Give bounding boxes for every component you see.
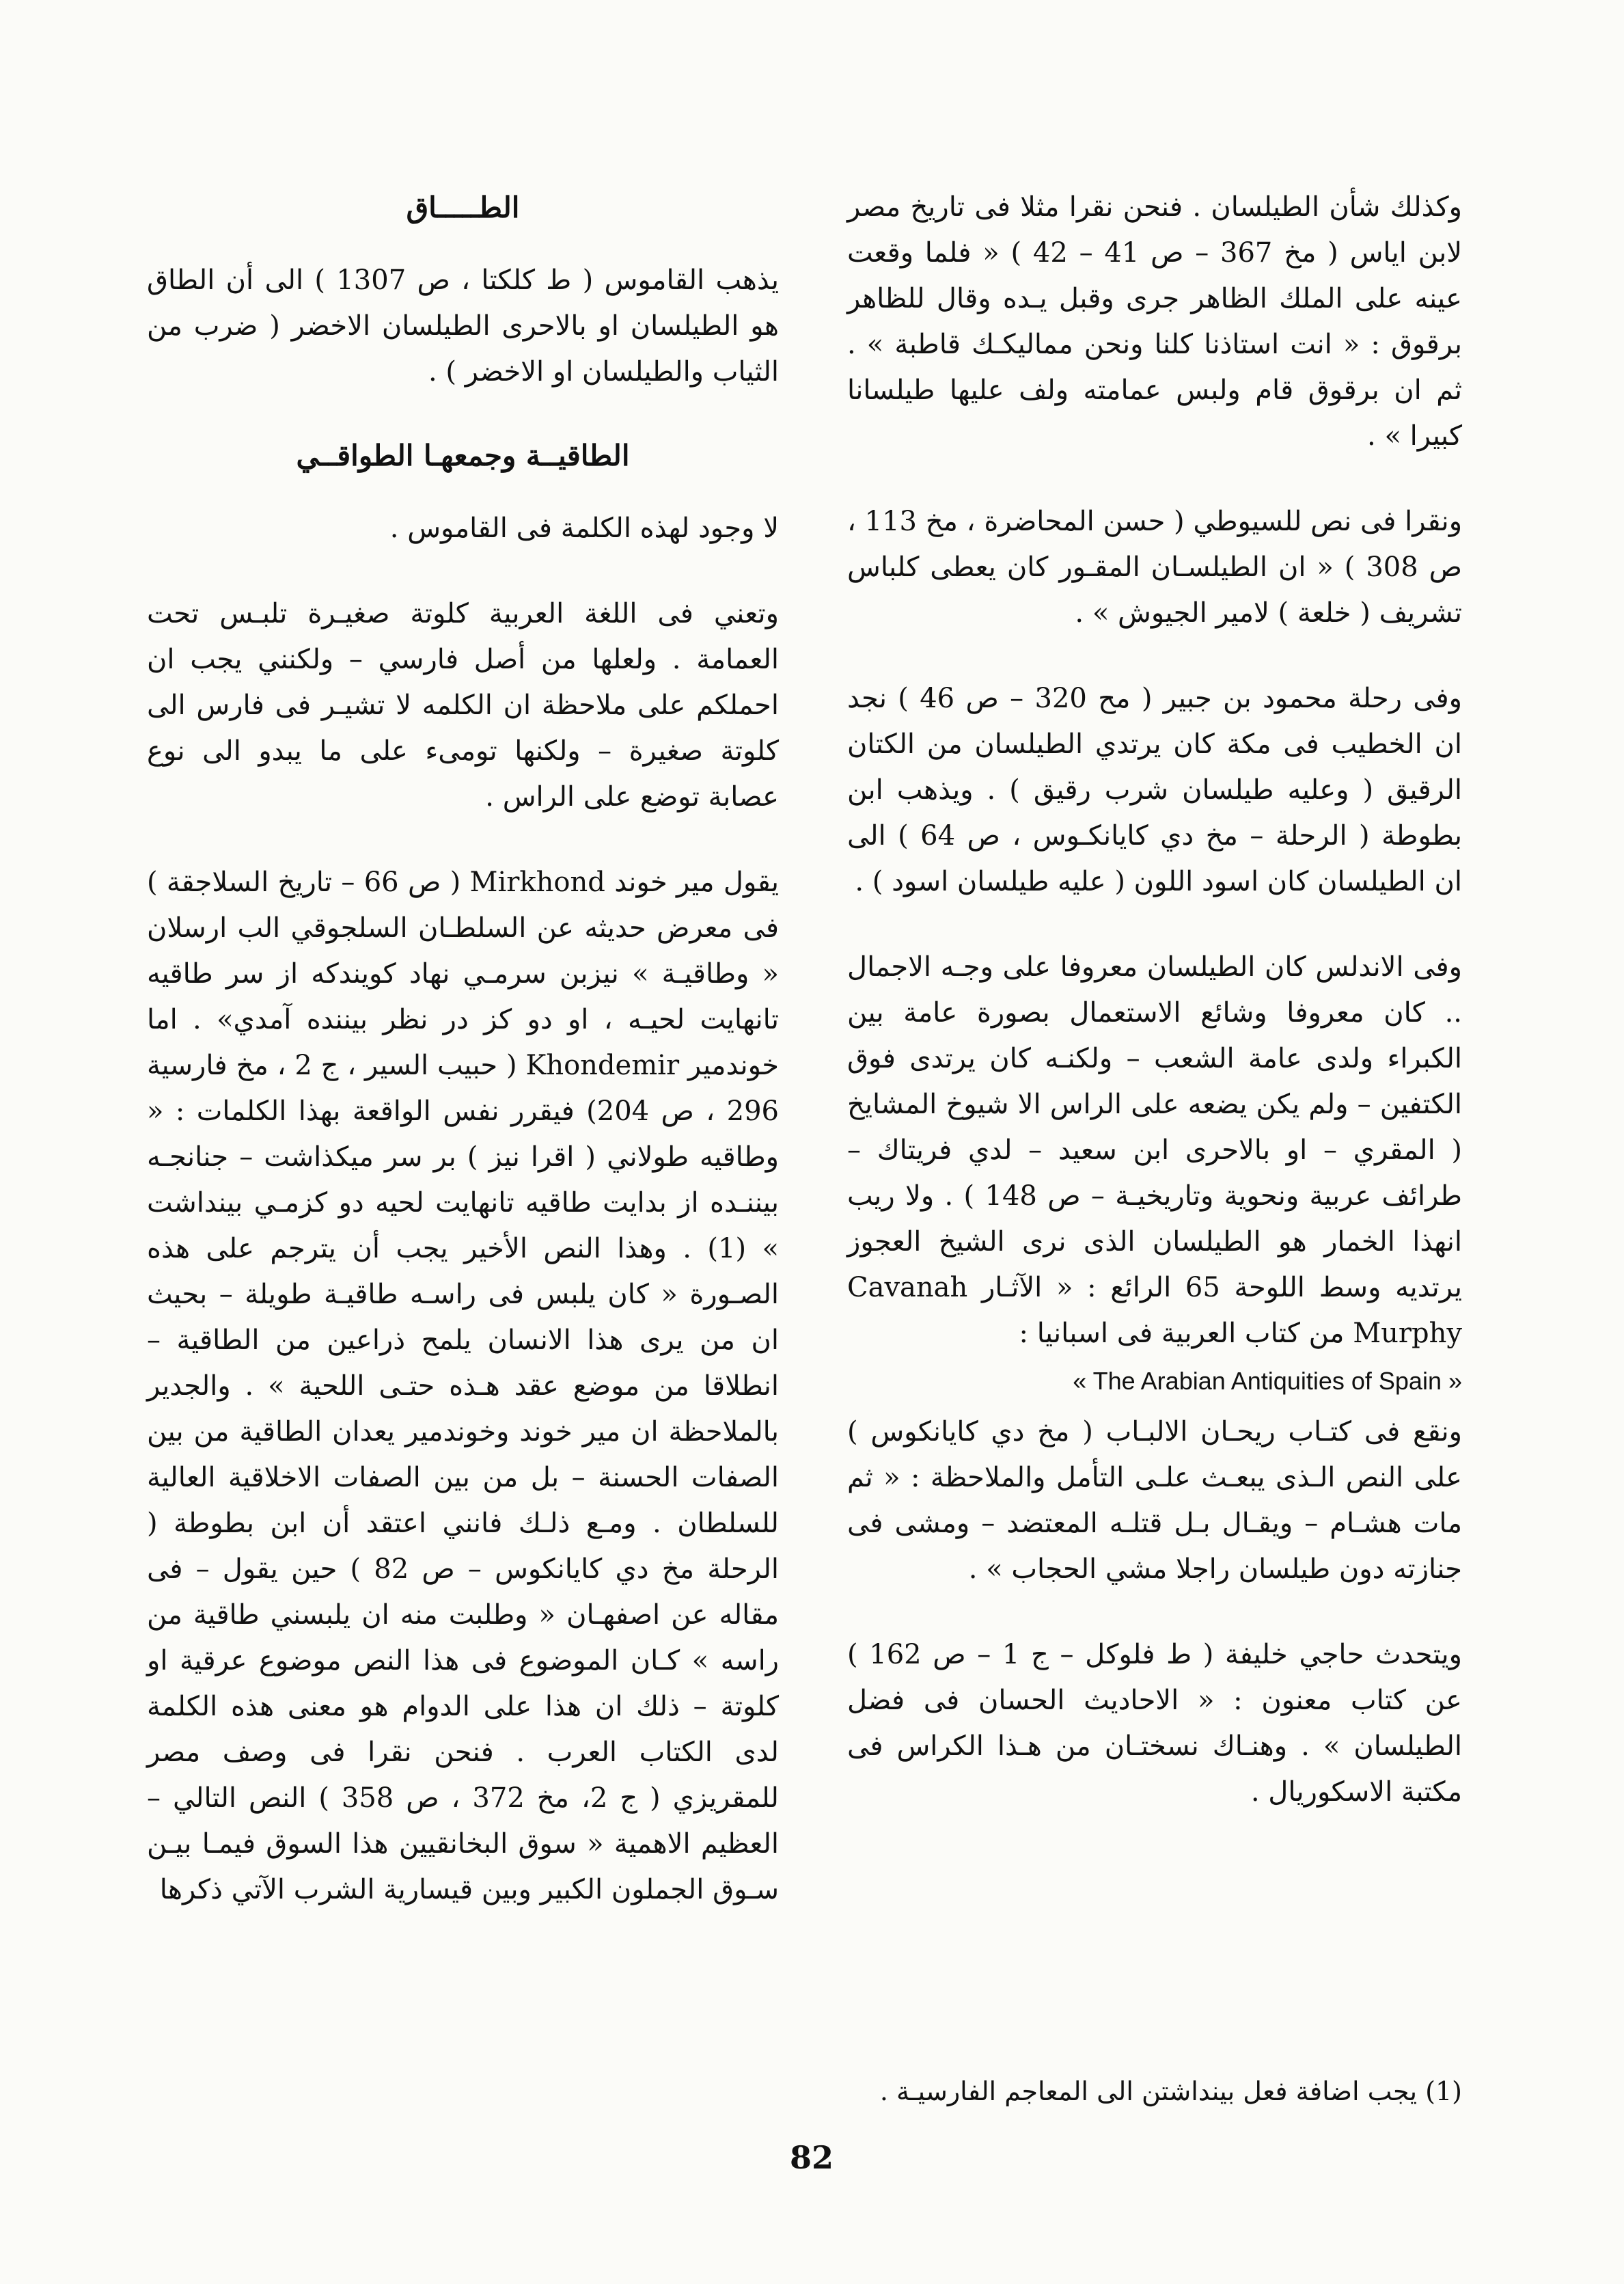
paragraph-tailasan-ibn-iyas: وكذلك شأن الطيلسان . فنحن نقرا مثلا فى تاريخ مصر لابن اياس ( مخ 367 – ص 41 – 42 ) « فلما وقعت عينه على الملك الظاهر جرى وقبل يـده وقال للظاهر برقوق : « انت استاذنا كلنا ونحن مماليكـك قاطبة » . ثم ان برقوق قام ولبس عمامته ولف عليها طيلسانا كبيرا » . [847,191,1463,452]
right-column [847,185,1462,1815]
english-book-title: « The Arabian Antiquities of Spain » [1073,1367,1462,1395]
footnote: (1) يجب اضافة فعل بينداشتن الى المعاجم الفارسيـة . [879,2076,1462,2106]
paragraph-ibn-jubayr: وفى رحلة محمود بن جبير ( مح 320 – ص 46 ) نجد ان الخطيب فى مكة كان يرتدي الطيلسان من الكتان الرقيق ( وعليه طيلسان شرب رقيق ) . ويذهب ابن بطوطة ( الرحلة – مخ دي كايانكـوس ، ص 64 ) الى ان الطيلسان كان اسود اللون ( عليه طيلسان اسود ) . [847,683,1462,897]
section-heading-taq: الطـــــاق [406,191,520,224]
paragraph-mirkhond: يقول مير خوند Mirkhond ( ص 66 – تاريخ السلاجقة ) فى معرض حديثه عن السلطـان السلجوقي الب ارسلان « وطاقيـة » نيزبن سرمـي نهاد كويندكه از سر طاقيه تانهايت لحيـه ، او دو كز در نظر بيننده آمدي» . اما خوندمير Khondemir ( حبيب السير ، ج 2 ، مخ فارسية 296 ، ص 204) فيقرر نفس الواقعة بهذا الكلمات : « وطاقيه طولاني ( اقرا نيز ) بر سر ميكذاشت – جنانجـه بيننـده از بدايت طاقيه تانهايت لحيه دو كزمـي بينداشت » (1) . وهذا النص الأخير يجب أن يترجم على هذه الصـورة « كان يلبس فى راسـه طاقيـة طويلة – بحيث ان من يرى هذا الانسان يلمح ذراعين من الطاقية – انطلاقا من موضع عقد هـذه حتـى اللحية » . والجدير بالملاحظة ان مير خوند وخوندمير يعدان الطاقية من بين الصفات الحسنة – بل من بين الصفات الاخلاقية العالية للسلطان . ومـع ذلـك فانني اعتقد أن ابن بطوطة ( الرحلة مخ دي كايانكوس – ص 82 ) حين يقول – فى مقاله عن اصفهـان « وطلبت منه ان يلبسني طاقية من راسه » كـان الموضوع فى هذا النص موضوع عرقية او كلوتة – ذلك ان هذا على الدوام هو معنى هذه الكلمة لدى الكتاب العرب . فنحن نقرا فى وصف مصر للمقريزي ( ج 2، مخ 372 ، ص 358 ) النص التالي – العظيم الاهمية « سوق البخانقيين هذا السوق فيمـا بيـن سـوق الجملون الكبير وبين قيسارية الشرب الآتي ذكرها [147,867,780,1905]
paragraph-suyuti: ونقرا فى نص للسيوطي ( حسن المحاضرة ، مخ 113 ، ص 308 ) « ان الطيلسـان المقـور كان يعطى كلباس تشريف ( خلعة ) لامير الجيوش » . [847,506,1463,629]
left-column [147,185,779,1913]
section-heading-taqiya: الطاقيــة وجمعهـا الطواقــي [296,439,630,472]
paragraph-andalus: وفى الاندلس كان الطيلسان معروفا على وجـه الاجمال .. كان معروفا وشائع الاستعمال بصورة عامة بين الكبراء ولدى عامة الشعب – ولكنـه كان يرتدى فوق الكتفين – ولم يكن يضعه على الراس الا شيوخ المشايخ ( المقري – او بالاحرى ابن سعيد – لدي فريتاك – طرائف عربية ونحوية وتاريخيـة – ص 148 ) . ولا ريب انهذا الخمار هو الطيلسان الذى نرى الشيخ العجوز يرتديه وسط اللوحة 65 الرائع : « الآثـار Cavanah Murphy من كتاب العربية فى اسبانيا : [847,951,1462,1349]
paragraph-taqiya-meaning: وتعني فى اللغة العربية كلوتة صغيـرة تلبـس تحت العمامة . ولعلها من أصل فارسي – ولكنني يجب ان احملكم على ملاحظة ان الكلمه لا تشيـر فى فارس الى كلوتة صغيرة – ولكنها تومىء على ما يبدو الى نوع عصابة توضع على الراس . [147,598,779,813]
page-number: 82 [789,2139,834,2176]
paragraph-rayhan-al-albab: ونقع فى كتـاب ريحـان الالبـاب ( مخ دي كايانكوس ) على النص الـذى يبعـث علـى التأمل والملاحظة : « ثم مات هشـام – ويقـال بـل قتلـه المعتضد – ومشى فى جنازته دون طيلسان راجلا مشي الحجاب » . [847,1416,1462,1585]
paragraph-no-entry: لا وجود لهذه الكلمة فى القاموس . [389,513,779,544]
paragraph-haji-khalifa: ويتحدث حاجي خليفة ( ط فلوكل – ج 1 – ص 162 ) عن كتاب معنون : « الاحاديث الحسان فى فضل الطيلسان » . وهنـاك نسختـان من هـذا الكراس فى مكتبة الاسكوريال . [847,1639,1462,1808]
paragraph-taq: يذهب القاموس ( ط كلكتا ، ص 1307 ) الى أن الطاق هو الطيلسان او بالاحرى الطيلسان الاخضر ( ضرب من الثياب والطيلسان او الاخضر ) . [147,264,779,388]
